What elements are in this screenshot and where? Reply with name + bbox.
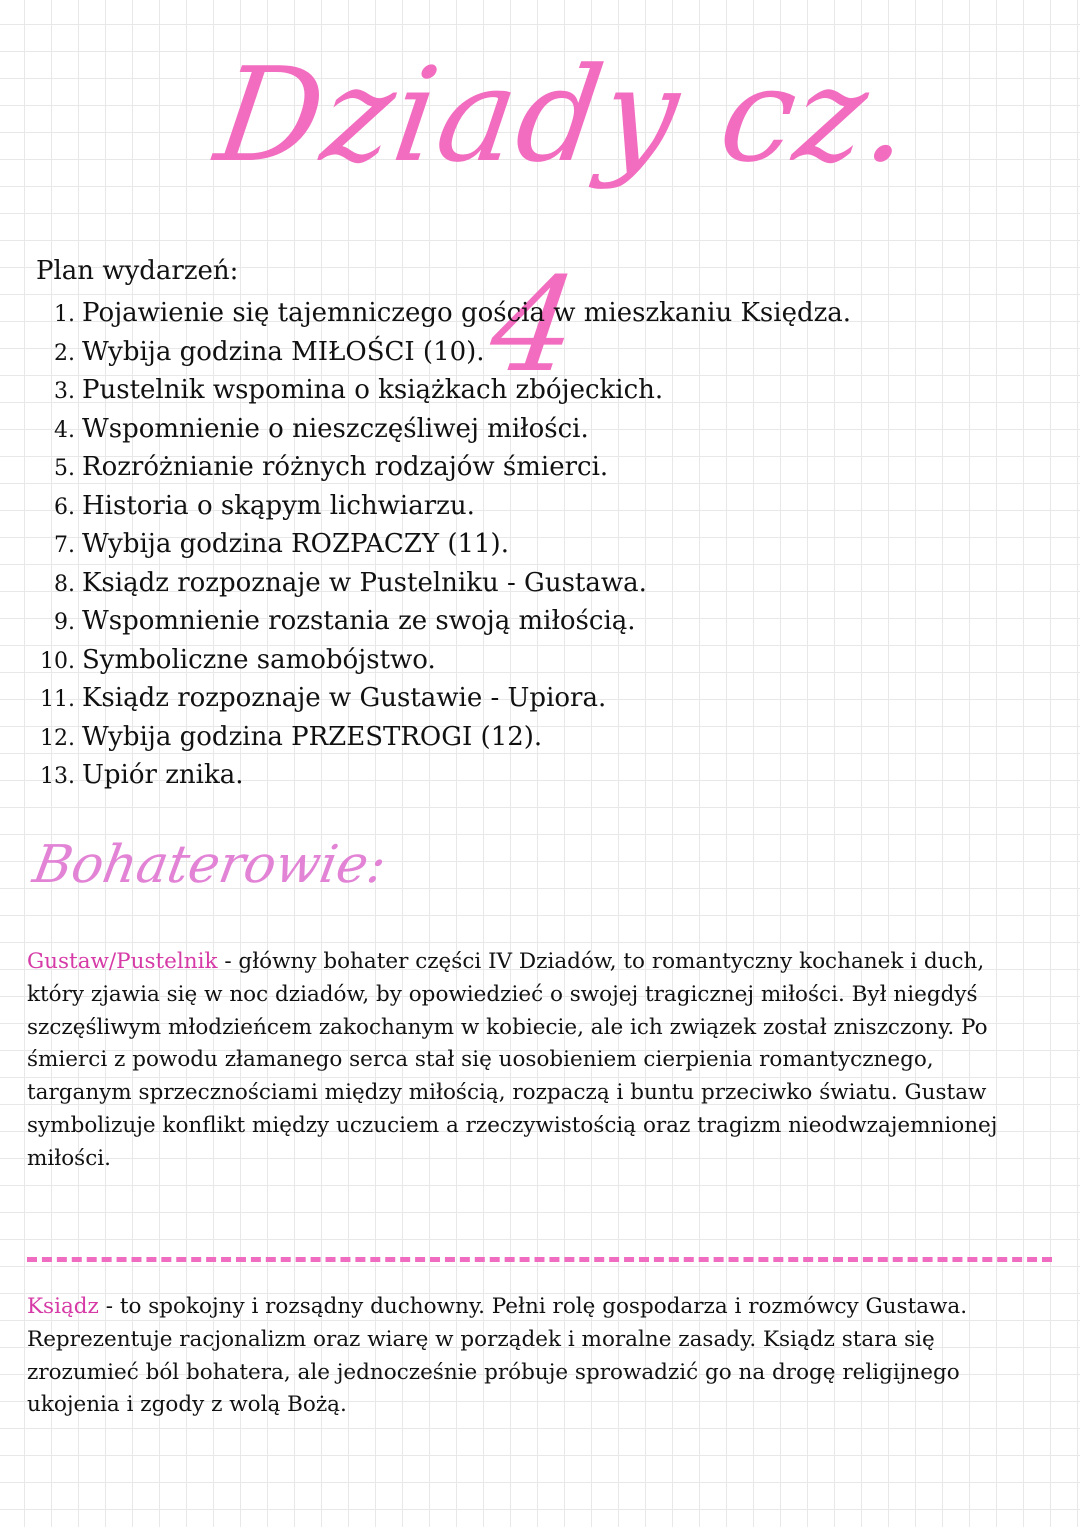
characters-heading: Bohaterowie: [28, 835, 391, 895]
list-item: 2. Wybija godzina MIŁOŚCI (10). [82, 333, 882, 372]
character-name: Ksiądz [27, 1294, 99, 1319]
page-title: Dziady cz. 4 [207, 39, 922, 401]
character-description: - to spokojny i rozsądny duchowny. Pełni rolę gospodarza i rozmówcy Gustawa. Reprezentuje racjonalizm oraz wiarę w porządek i moralne zasady. Ksiądz stara się zrozumieć ból bohatera, ale jednocześnie próbuje sprowadzić go na drogę religijnego ukojenia i zgody z wolą Bożą. [27, 1294, 968, 1418]
character-ksiadz [27, 1291, 1027, 1422]
list-item: 6. Historia o skąpym lichwiarzu. [82, 487, 882, 526]
list-item: 9. Wspomnienie rozstania ze swoją miłością. [82, 602, 882, 641]
dashed-divider [27, 1257, 1052, 1262]
list-item: 7. Wybija godzina ROZPACZY (11). [82, 525, 882, 564]
list-item: 11. Ksiądz rozpoznaje w Gustawie - Upiora. [82, 679, 882, 718]
plan-heading: Plan wydarzeń: [36, 256, 239, 286]
plan-list [36, 294, 882, 795]
character-name: Gustaw/Pustelnik [27, 949, 218, 974]
list-item: 12. Wybija godzina PRZESTROGI (12). [82, 718, 882, 757]
character-description: - główny bohater części IV Dziadów, to romantyczny kochanek i duch, który zjawia się w noc dziadów, by opowiedzieć o swojej tragicznej miłości. Był niegdyś szczęśliwym młodzieńcem zakochanym w kobiecie, ale ich związek został zniszczony. Po śmierci z powodu złamanego serca stał się uosobieniem cierpienia romantycznego, targanym sprzecznościami między miłością, rozpaczą i buntu przeciwko światu. Gustaw symbolizuje konflikt między uczuciem a rzeczywistością oraz tragizm nieodwzajemnionej miłości. [27, 949, 998, 1171]
list-item: 13. Upiór znika. [82, 756, 882, 795]
character-gustaw [27, 946, 1027, 1176]
list-item: 8. Ksiądz rozpoznaje w Pustelniku - Gustawa. [82, 564, 882, 603]
list-item: 3. Pustelnik wspomina o książkach zbójeckich. [82, 371, 882, 410]
list-item: 5. Rozróżnianie różnych rodzajów śmierci. [82, 448, 882, 487]
list-item: 10. Symboliczne samobójstwo. [82, 641, 882, 680]
list-item: 4. Wspomnienie o nieszczęśliwej miłości. [82, 410, 882, 449]
list-item: 1. Pojawienie się tajemniczego gościa w mieszkaniu Księdza. [82, 294, 882, 333]
